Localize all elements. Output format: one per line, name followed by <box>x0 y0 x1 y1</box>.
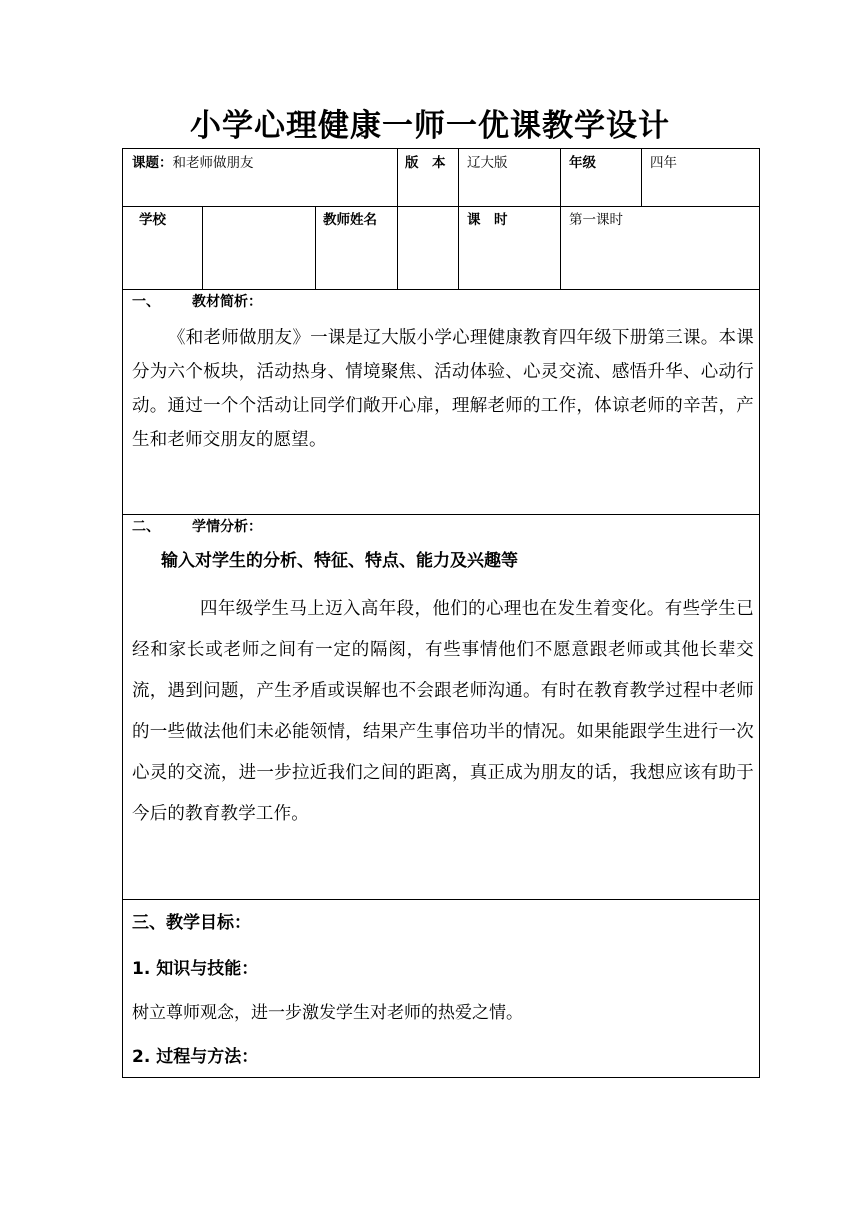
section2-number: 二、 <box>132 519 160 535</box>
col-divider <box>202 206 203 289</box>
row-divider <box>123 289 759 290</box>
section1-heading <box>132 292 262 312</box>
row-divider <box>123 514 759 515</box>
period-label: 课 时 <box>467 212 508 228</box>
grade-label: 年级 <box>569 155 596 171</box>
col-divider <box>397 149 398 206</box>
school-label: 学校 <box>139 212 166 228</box>
section3-heading: 三、教学目标： <box>132 913 251 933</box>
section1-title: 教材简析： <box>192 294 262 310</box>
objective1-heading: 1. 知识与技能： <box>132 959 259 979</box>
edition-label: 版 本 <box>405 155 446 171</box>
topic-label: 课题： <box>132 155 173 171</box>
topic-value: 和老师做朋友 <box>172 155 254 171</box>
section2-body-text: 四年级学生马上迈入高年段，他们的心理也在发生着变化。有些学生已经和家长或老师之间有一定的隔阂，有些事情他们不愿意跟老师或其他长辈交流，遇到问题，产生矛盾或误解也不会跟老师沟通。有时在教育教学过程中老师的一些做法他们未必能领情，结果产生事倍功半的情况。如果能跟学生进行一次心灵的交流，进一步拉近我们之间的距离，真正成为朋友的话，我想应该有助于今后的教育教学工作。 <box>132 599 754 824</box>
teacher-label: 教师姓名 <box>323 212 377 228</box>
section1-number: 一、 <box>132 294 160 310</box>
section2-body <box>132 589 754 835</box>
section1-body: 《和老师做朋友》一课是辽大版小学心理健康教育四年级下册第三课。本课分为六个板块，活动热身、情境聚焦、活动体验、心灵交流、感悟升华、心动行动。通过一个个活动让同学们敞开心扉，理解老师的工作，体谅老师的辛苦，产生和老师交朋友的愿望。 <box>132 328 754 450</box>
row-divider <box>123 206 759 207</box>
objective1-body: 树立尊师观念，进一步激发学生对老师的热爱之情。 <box>132 1003 523 1023</box>
col-divider <box>315 206 316 289</box>
section2-subheading: 输入对学生的分析、特征、特点、能力及兴趣等 <box>161 551 518 571</box>
page-title: 小学心理健康一师一优课教学设计 <box>190 108 670 144</box>
section2-title: 学情分析： <box>192 519 262 535</box>
grade-value: 四年 <box>650 155 677 171</box>
col-divider <box>458 149 459 289</box>
edition-value: 辽大版 <box>467 155 508 171</box>
row-divider <box>123 899 759 900</box>
section2-heading <box>132 517 262 537</box>
col-divider <box>641 149 642 206</box>
period-value: 第一课时 <box>569 212 623 228</box>
lesson-plan-table <box>122 148 760 1078</box>
col-divider <box>397 206 398 289</box>
col-divider <box>560 149 561 289</box>
topic-cell <box>132 154 254 172</box>
objective2-heading: 2. 过程与方法： <box>132 1047 259 1067</box>
